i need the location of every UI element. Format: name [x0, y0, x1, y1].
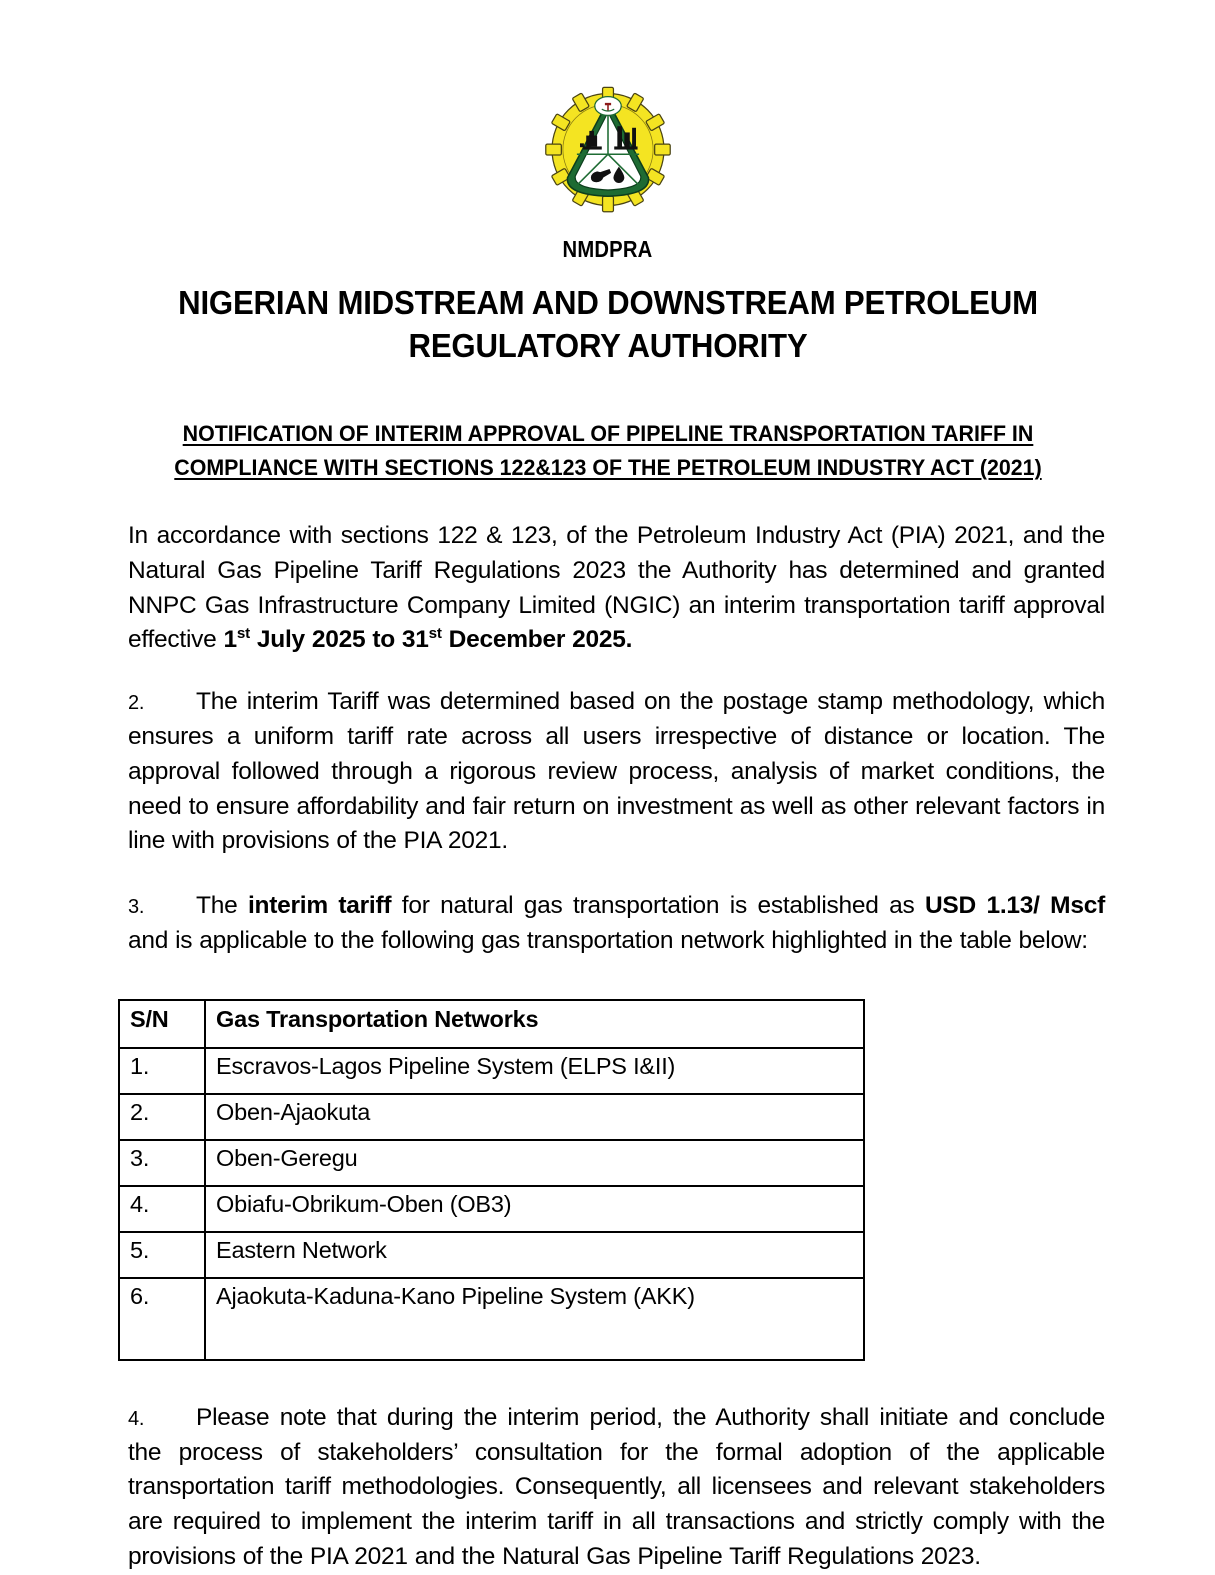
- column-header-network: Gas Transportation Networks: [205, 1000, 864, 1048]
- paragraph-4-number: 4.: [128, 1407, 145, 1430]
- cell-network: Oben-Geregu: [205, 1140, 864, 1186]
- paragraph-2: [128, 685, 1105, 859]
- cell-network: Eastern Network: [205, 1232, 864, 1278]
- paragraph-3: [128, 889, 1105, 959]
- effective-date-end-suffix: st: [428, 625, 442, 643]
- table-row: [119, 1232, 864, 1278]
- paragraph-4: [128, 1401, 1105, 1575]
- cell-sn: 1.: [119, 1048, 205, 1094]
- interim-tariff-emphasis: interim tariff: [247, 892, 392, 920]
- logo-container: [0, 0, 1215, 218]
- document-subtitle: [161, 417, 1054, 485]
- paragraph-4-text: Please note that during the interim period, the Authority shall initiate and conclude the process of stakeholders’ consultation for the formal adoption of the applicable transportation tariff methodologies. Consequently, all licensees and relevant stakeholders are required to implement the interim tariff in all transactions and strictly comply with the provisions of the PIA 2021 and the Natural Gas Pipeline Tariff Regulations 2023.: [128, 1403, 1105, 1570]
- document-subtitle-text: NOTIFICATION OF INTERIM APPROVAL OF PIPELINE TRANSPORTATION TARIFF IN COMPLIANCE WITH SECTIONS 122&123 OF THE PETROLEUM INDUSTRY ACT (2021): [173, 420, 1042, 480]
- table-row: [119, 1186, 864, 1232]
- table-row: [119, 1140, 864, 1186]
- page-title: NIGERIAN MIDSTREAM AND DOWNSTREAM PETROLEUM REGULATORY AUTHORITY: [177, 285, 1038, 365]
- effective-date-start-number: 1: [223, 626, 237, 654]
- effective-date-middle: July 2025 to: [249, 626, 402, 654]
- networks-table-container: [110, 999, 1105, 1361]
- cell-sn: 4.: [119, 1186, 205, 1232]
- document-body: [110, 519, 1105, 959]
- cell-sn: 3.: [119, 1140, 205, 1186]
- paragraph-2-number: 2.: [128, 692, 145, 715]
- effective-date-end-number: 31: [401, 626, 429, 654]
- column-header-sn: S/N: [119, 1000, 205, 1048]
- paragraph-3-number: 3.: [128, 896, 145, 919]
- cell-network: Oben-Ajaokuta: [205, 1094, 864, 1140]
- coat-of-arms-emblem: [594, 97, 620, 116]
- nmdpra-seal-logo: [528, 78, 688, 218]
- tariff-rate-value: USD 1.13/ Mscf: [924, 892, 1105, 920]
- org-abbreviation: NMDPRA: [562, 236, 653, 262]
- cell-sn: 2.: [119, 1094, 205, 1140]
- table-row: [119, 1048, 864, 1094]
- cell-sn: 5.: [119, 1232, 205, 1278]
- effective-date-end-rest: December 2025.: [441, 626, 633, 654]
- paragraph-3-segment-2: for natural gas transportation is established as: [391, 892, 925, 920]
- cell-network: Ajaokuta-Kaduna-Kano Pipeline System (AKK): [205, 1278, 864, 1360]
- cell-network: Obiafu-Obrikum-Oben (OB3): [205, 1186, 864, 1232]
- paragraph-1: [128, 519, 1105, 658]
- table-header-row: [119, 1000, 864, 1048]
- cell-sn: 6.: [119, 1278, 205, 1360]
- gas-transportation-networks-table: [118, 999, 865, 1361]
- paragraph-1-text: In accordance with sections 122 & 123, of the Petroleum Industry Act (PIA) 2021, and the Natural Gas Pipeline Tariff Regulations 2023 the Authority has determined and granted NNPC Gas Infrastructure Company Limited (NGIC) an interim transportation tariff approval effective: [128, 522, 1105, 654]
- paragraph-3-segment-3: and is applicable to the following gas transportation network highlighted in the table below:: [128, 926, 1088, 954]
- document-closing: [110, 1401, 1105, 1575]
- cell-network: Escravos-Lagos Pipeline System (ELPS I&II): [205, 1048, 864, 1094]
- paragraph-2-text: The interim Tariff was determined based on the postage stamp methodology, which ensures a uniform tariff rate across all users irrespective of distance or location. The approval followed through a rigorous review process, analysis of market conditions, the need to ensure affordability and fair return on investment as well as other relevant factors in line with provisions of the PIA 2021.: [128, 688, 1105, 855]
- effective-date-start-suffix: st: [236, 625, 250, 643]
- paragraph-3-segment-1: The: [196, 892, 248, 920]
- table-row: [119, 1094, 864, 1140]
- table-row: [119, 1278, 864, 1360]
